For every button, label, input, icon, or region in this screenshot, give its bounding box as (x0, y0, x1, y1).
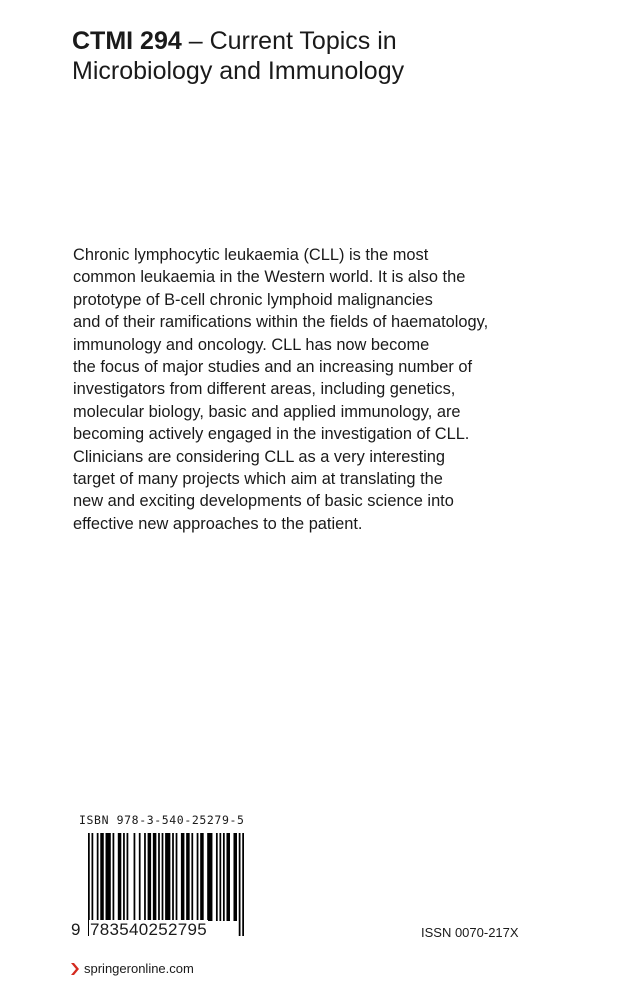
blurb-line: the focus of major studies and an increasing number of (73, 358, 473, 377)
barcode-lead-digit: 9 (71, 920, 81, 939)
issn: ISSN 0070-217X (421, 925, 519, 940)
blurb-line: immunology and oncology. CLL has now become (73, 335, 430, 354)
isbn-label: ISBN 978-3-540-25279-5 (79, 813, 245, 827)
blurb-line: molecular biology, basic and applied immunology, are (73, 402, 461, 421)
blurb-line: effective new approaches to the patient. (73, 514, 363, 533)
blurb-line: prototype of B-cell chronic lymphoid malignancies (73, 290, 433, 309)
blurb-line: new and exciting developments of basic science into (73, 492, 454, 511)
publisher-link[interactable] (70, 961, 194, 976)
blurb-line: Clinicians are considering CLL as a very interesting (73, 447, 446, 466)
blurb-line: becoming actively engaged in the investigation of CLL. (73, 425, 470, 444)
series-number: CTMI 294 (72, 27, 182, 55)
book-title (72, 26, 592, 86)
title-line1: Current Topics in (209, 27, 397, 55)
title-separator: – (188, 27, 203, 55)
barcode-number: 783540252795 (90, 920, 208, 939)
blurb-line: common leukaemia in the Western world. It is also the (73, 268, 466, 287)
blurb-line: target of many projects which aim at translating the (73, 470, 443, 489)
blurb-line: and of their ramifications within the fields of haematology, (73, 313, 489, 332)
back-cover-blurb (73, 244, 543, 535)
blurb-line: investigators from different areas, including genetics, (73, 380, 456, 399)
chevron-right-icon (70, 963, 80, 975)
title-line2: Microbiology and Immunology (72, 57, 405, 85)
blurb-line: Chronic lymphocytic leukaemia (CLL) is the most (73, 246, 429, 264)
publisher-url[interactable]: springeronline.com (84, 961, 194, 976)
